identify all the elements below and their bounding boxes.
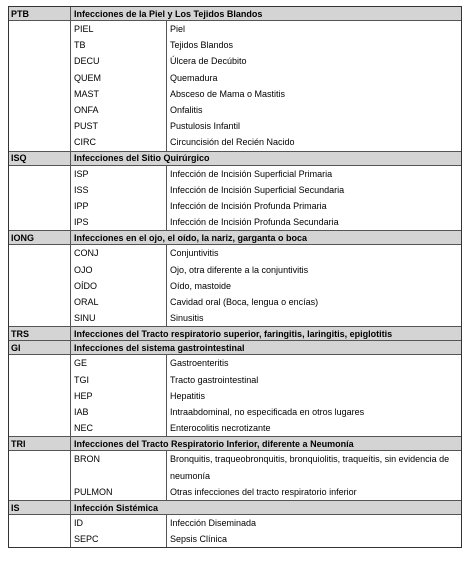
category-spacer <box>9 515 71 547</box>
item-code: ID <box>74 518 83 529</box>
item-code: OÍDO <box>74 280 98 291</box>
item-code: PULMON <box>74 486 113 497</box>
item-code: NEC <box>74 423 94 434</box>
code-column <box>71 166 167 231</box>
category-spacer <box>9 245 71 326</box>
item-description: Otras infecciones del tracto respiratorio inferior <box>170 486 357 497</box>
code-column <box>71 515 167 547</box>
item-code: DECU <box>74 56 100 67</box>
category-row <box>9 501 461 515</box>
item-description: Circuncisión del Recién Nacido <box>170 137 295 148</box>
item-code: ISS <box>74 184 89 195</box>
category-title: Infección Sistémica <box>74 502 159 513</box>
category-code: ISQ <box>9 151 71 165</box>
category-code: IONG <box>9 231 71 245</box>
category-code: TRI <box>9 437 71 451</box>
item-description: Conjuntivitis <box>170 248 219 259</box>
category-row <box>9 152 461 166</box>
item-code: QUEM <box>74 72 101 83</box>
item-description: Intraabdominal, no especificada en otros lugares <box>170 407 365 418</box>
category-code: TRS <box>9 327 71 341</box>
code-column <box>71 245 167 326</box>
item-description: Sinusitis <box>170 313 204 324</box>
wrap-spacer <box>74 468 166 484</box>
category-code: IS <box>9 501 71 515</box>
item-code: TGI <box>74 374 89 385</box>
item-code: GE <box>74 358 88 369</box>
category-spacer <box>9 451 71 500</box>
item-description: Pustulosis Infantil <box>170 121 241 132</box>
category-items <box>9 451 461 501</box>
description-column <box>167 355 461 436</box>
code-column <box>71 21 167 151</box>
category-row <box>9 437 461 451</box>
category-row <box>9 7 461 21</box>
item-description: Gastroenteritis <box>170 358 229 369</box>
item-code: PUST <box>74 121 99 132</box>
category-title: Infecciones del Tracto respiratorio superior, faringitis, laringitis, epiglotitis <box>74 328 393 339</box>
item-code: TB <box>74 40 86 51</box>
category-spacer <box>9 355 71 436</box>
item-description: Infección de Incisión Profunda Primaria <box>170 201 327 212</box>
item-description: Bronquitis, traqueobronquitis, bronquiolitis, traqueítis, sin evidencia de neumonía <box>170 454 450 481</box>
category-code: GI <box>9 341 71 355</box>
category-items <box>9 166 461 232</box>
item-code: IAB <box>74 407 89 418</box>
category-items <box>9 21 461 152</box>
item-description: Infección de Incisión Superficial Secundaria <box>170 184 345 195</box>
item-code: BRON <box>74 454 101 465</box>
item-description: Cavidad oral (Boca, lengua o encías) <box>170 297 319 308</box>
category-row <box>9 327 461 341</box>
item-code: SEPC <box>74 534 99 545</box>
description-column <box>167 451 461 500</box>
item-description: Infección Diseminada <box>170 518 257 529</box>
item-description: Quemadura <box>170 72 218 83</box>
category-title: Infecciones del sistema gastrointestinal <box>74 342 245 353</box>
item-code: PIEL <box>74 24 94 34</box>
category-title: Infecciones en el ojo, el oído, la nariz, garganta o boca <box>74 232 308 243</box>
category-spacer <box>9 21 71 151</box>
item-description: Sepsis Clínica <box>170 534 228 545</box>
item-code: ONFA <box>74 105 99 116</box>
item-code: IPS <box>74 217 89 228</box>
item-code: ORAL <box>74 297 99 308</box>
item-code: OJO <box>74 264 93 275</box>
category-spacer <box>9 166 71 231</box>
category-title: Infecciones del Sitio Quirúrgico <box>74 153 210 164</box>
item-code: SINU <box>74 313 96 324</box>
category-title: Infecciones del Tracto Respiratorio Inferior, diferente a Neumonía <box>74 438 354 449</box>
item-description: Hepatitis <box>170 390 206 401</box>
item-code: CONJ <box>74 248 99 259</box>
item-code: CIRC <box>74 137 96 148</box>
item-code: HEP <box>74 390 93 401</box>
item-description: Úlcera de Decúbito <box>170 56 247 67</box>
item-code: IPP <box>74 201 89 212</box>
description-column <box>167 515 461 547</box>
item-description: Infección de Incisión Profunda Secundaria <box>170 217 339 228</box>
item-description: Tracto gastrointestinal <box>170 374 259 385</box>
item-description: Enterocolitis necrotizante <box>170 423 271 434</box>
category-code: PTB <box>9 7 71 21</box>
description-column <box>167 166 461 231</box>
item-description: Ojo, otra diferente a la conjuntivitis <box>170 264 309 275</box>
code-column <box>71 355 167 436</box>
item-description: Tejidos Blandos <box>170 40 234 51</box>
infection-codes-table <box>8 6 462 548</box>
item-code: MAST <box>74 88 100 99</box>
description-column <box>167 245 461 326</box>
category-items <box>9 515 461 547</box>
category-row <box>9 231 461 245</box>
item-description: Oído, mastoide <box>170 280 232 291</box>
description-column <box>167 21 461 151</box>
category-title: Infecciones de la Piel y Los Tejidos Blandos <box>74 8 263 19</box>
item-description: Absceso de Mama o Mastitis <box>170 88 286 99</box>
item-description: Piel <box>170 24 186 34</box>
item-description: Infección de Incisión Superficial Primaria <box>170 168 333 179</box>
item-code: ISP <box>74 168 89 179</box>
item-description: Onfalitis <box>170 105 203 116</box>
code-column <box>71 451 167 500</box>
category-items <box>9 355 461 437</box>
category-items <box>9 245 461 327</box>
category-row <box>9 341 461 355</box>
